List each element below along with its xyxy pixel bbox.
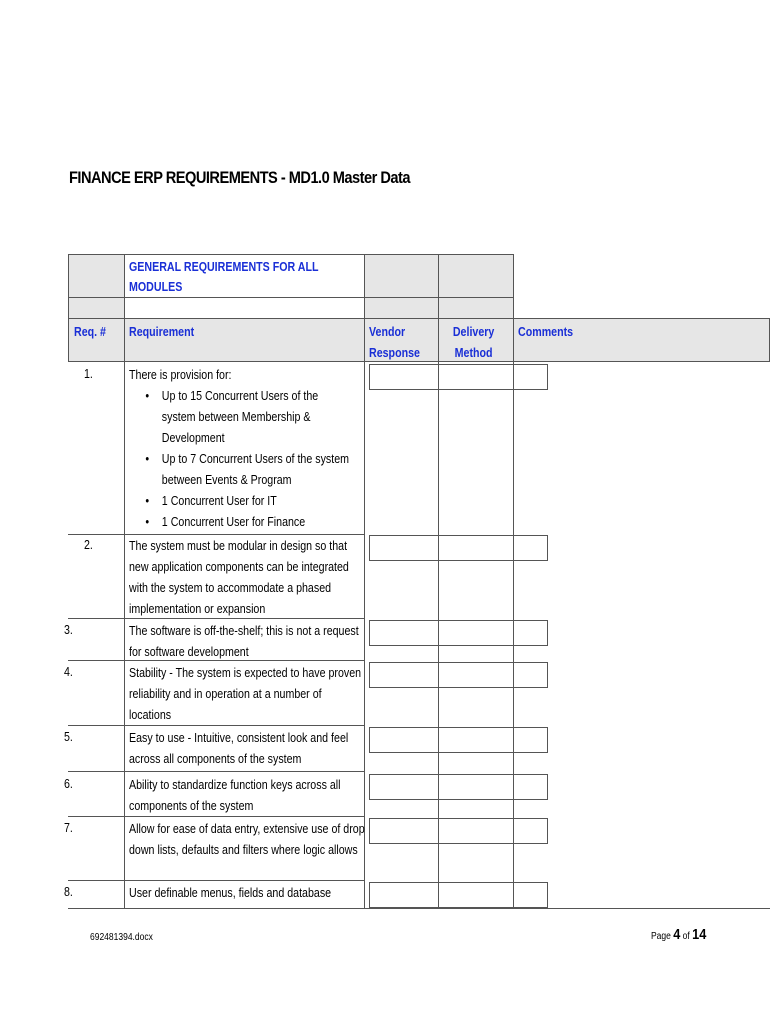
requirement-text: The system must be modular in design so that new application components can be integrated with the system to accommodate a phased implementation or expansion — [129, 538, 349, 616]
col-header-comments: Comments — [518, 324, 574, 339]
req-number: 4. — [64, 664, 73, 679]
col-header-req: Req. # — [74, 324, 106, 339]
response-box[interactable] — [369, 535, 548, 561]
page-total: 14 — [692, 926, 707, 943]
requirement-text: Stability - The system is expected to have proven reliability and in operation at a number of locations — [129, 665, 362, 722]
response-box[interactable] — [369, 727, 548, 753]
header-cell-left — [68, 254, 125, 298]
requirement-text — [129, 364, 359, 532]
response-box[interactable] — [369, 662, 548, 688]
requirement-text: Easy to use - Intuitive, consistent look and feel across all components of the system — [129, 730, 349, 766]
of-word: of — [682, 931, 690, 942]
requirement-text: Ability to standardize function keys across all components of the system — [129, 777, 341, 813]
col-divider — [513, 318, 514, 362]
response-box[interactable] — [369, 620, 548, 646]
col-divider — [124, 318, 125, 362]
requirement-intro: There is provision for: — [129, 367, 232, 382]
table-bottom — [68, 908, 770, 909]
header-cell-vendor — [364, 254, 439, 298]
req-number: 3. — [64, 622, 73, 637]
col-header-requirement: Requirement — [129, 324, 195, 339]
page-word: Page — [651, 931, 671, 942]
requirement-text: The software is off-the-shelf; this is not a request for software development — [129, 623, 359, 659]
response-box[interactable] — [369, 364, 548, 390]
col-header-delivery: Delivery Method — [452, 324, 495, 360]
bullet-item: • Up to 15 Concurrent Users of the system between Membership & Development — [129, 385, 326, 448]
row-divider — [68, 880, 365, 881]
response-box[interactable] — [369, 774, 548, 800]
col-divider — [438, 318, 439, 362]
footer-page-number — [651, 926, 706, 943]
bullet-list — [129, 385, 359, 532]
section-heading-text: GENERAL REQUIREMENTS FOR ALL MODULES — [129, 259, 319, 294]
req-number: 7. — [64, 820, 73, 835]
bullet-item: • Up to 7 Concurrent Users of the system between Events & Program — [129, 448, 359, 490]
spacer-cell-4 — [438, 297, 514, 319]
req-number: 8. — [64, 884, 73, 899]
row-divider — [68, 725, 365, 726]
response-box[interactable] — [369, 882, 548, 908]
page-current: 4 — [673, 926, 681, 943]
col-divider — [124, 362, 125, 908]
requirement-text: User definable menus, fields and database — [129, 885, 332, 900]
req-number: 1. — [84, 366, 93, 381]
row-divider — [68, 660, 365, 661]
spacer-cell-1 — [68, 297, 125, 319]
document-title: FINANCE ERP REQUIREMENTS - MD1.0 Master Data — [69, 168, 410, 187]
bullet-item: • 1 Concurrent User for IT — [129, 490, 359, 511]
spacer-cell-3 — [364, 297, 439, 319]
req-number: 6. — [64, 776, 73, 791]
requirement-text: Allow for ease of data entry, extensive use of drop down lists, defaults and filters where logic allows — [129, 821, 365, 857]
col-header-vendor: Vendor Response — [369, 324, 420, 360]
section-heading — [129, 257, 350, 297]
row-divider — [68, 771, 365, 772]
bullet-item: • 1 Concurrent User for Finance — [129, 511, 359, 532]
spacer-cell-2 — [124, 297, 365, 319]
col-divider — [364, 318, 365, 362]
req-number: 2. — [84, 537, 93, 552]
row-divider — [68, 618, 365, 619]
response-box[interactable] — [369, 818, 548, 844]
footer-filename: 692481394.docx — [90, 932, 153, 943]
req-number: 5. — [64, 729, 73, 744]
row-divider — [68, 816, 365, 817]
header-cell-delivery — [438, 254, 514, 298]
